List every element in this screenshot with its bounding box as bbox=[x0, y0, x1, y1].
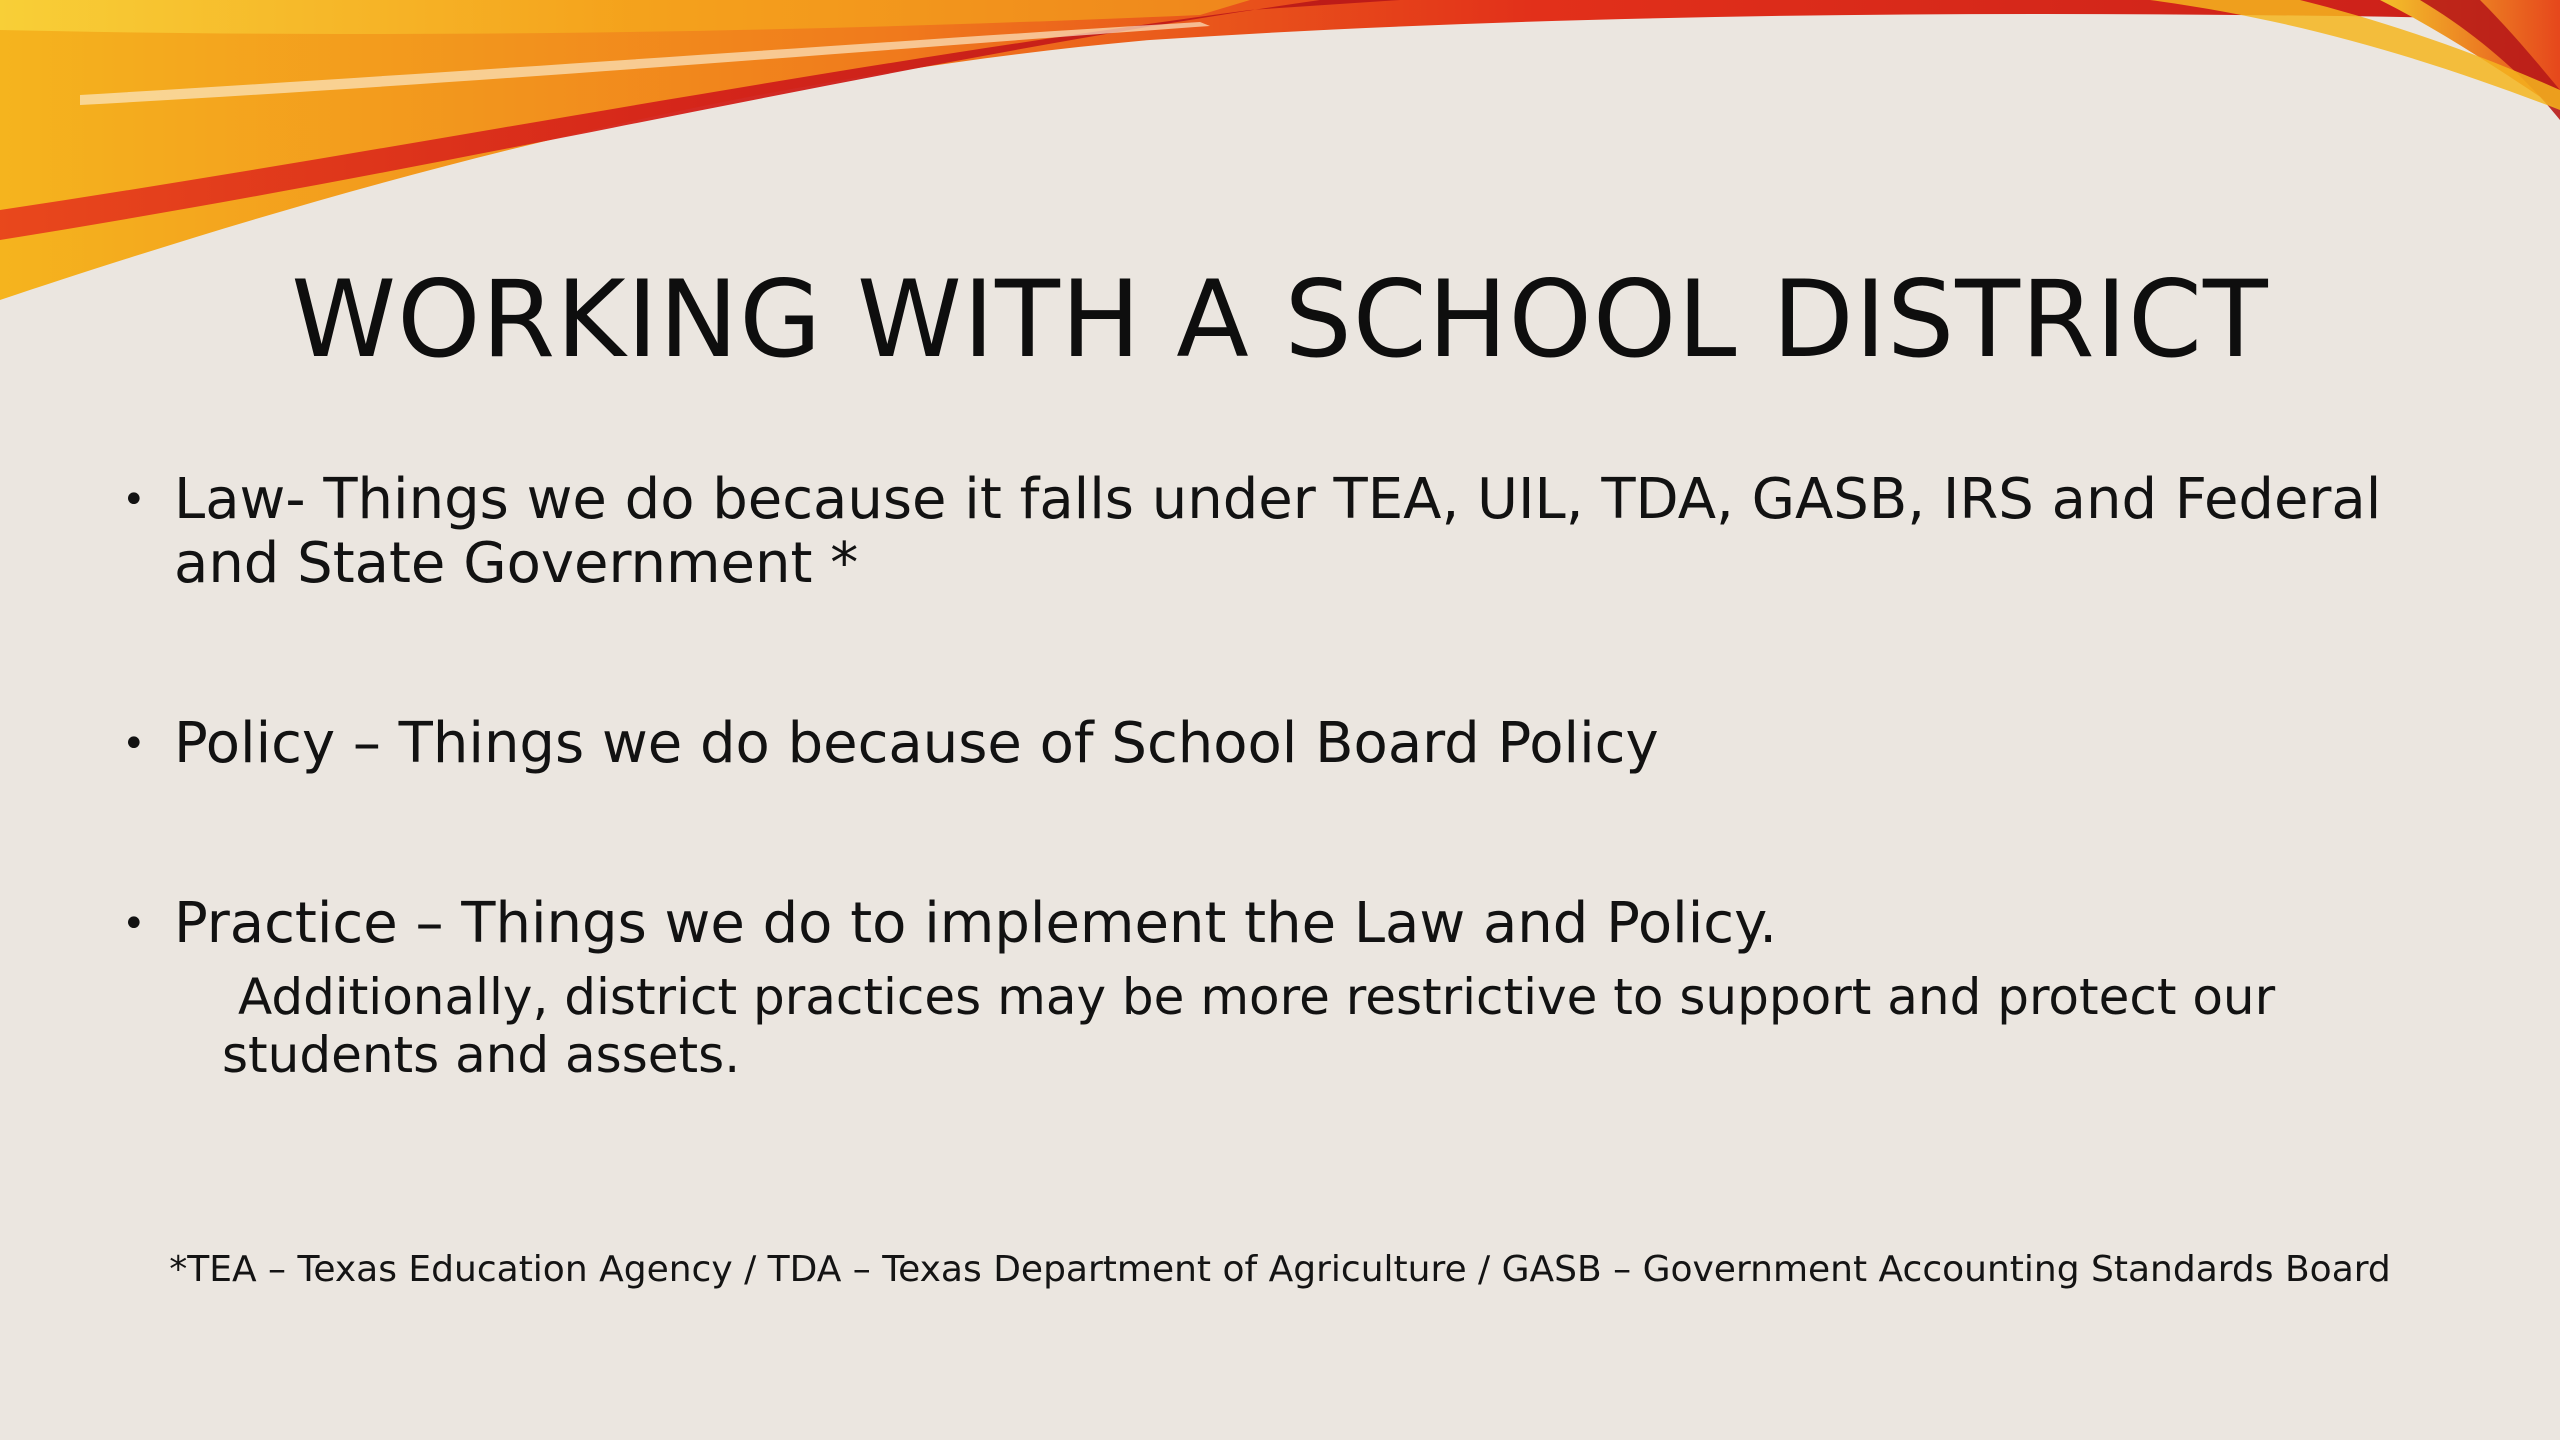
practice-subtext: Additionally, district practices may be more restrictive to support and protect our students and assets. bbox=[222, 968, 2276, 1084]
bullet-text: Practice – Things we do to implement the Law and Policy. bbox=[174, 891, 1778, 956]
footnote: *TEA – Texas Education Agency / TDA – Texas Department of Agriculture / GASB – Government Accounting Standards Board bbox=[169, 1249, 2391, 1290]
slide-title: WORKING WITH A SCHOOL DISTRICT bbox=[291, 258, 2269, 381]
bullet-practice bbox=[122, 892, 2422, 962]
bullet-law bbox=[122, 468, 2422, 608]
bullet-marker: • bbox=[122, 901, 146, 947]
bullet-marker: • bbox=[122, 721, 146, 767]
bullet-text: Law- Things we do because it falls under TEA, UIL, TDA, GASB, IRS and Federal and State Government * bbox=[174, 467, 2382, 596]
bullet-marker: • bbox=[122, 477, 146, 523]
bullet-policy bbox=[122, 712, 2422, 782]
bullet-text: Policy – Things we do because of School Board Policy bbox=[174, 711, 1659, 776]
